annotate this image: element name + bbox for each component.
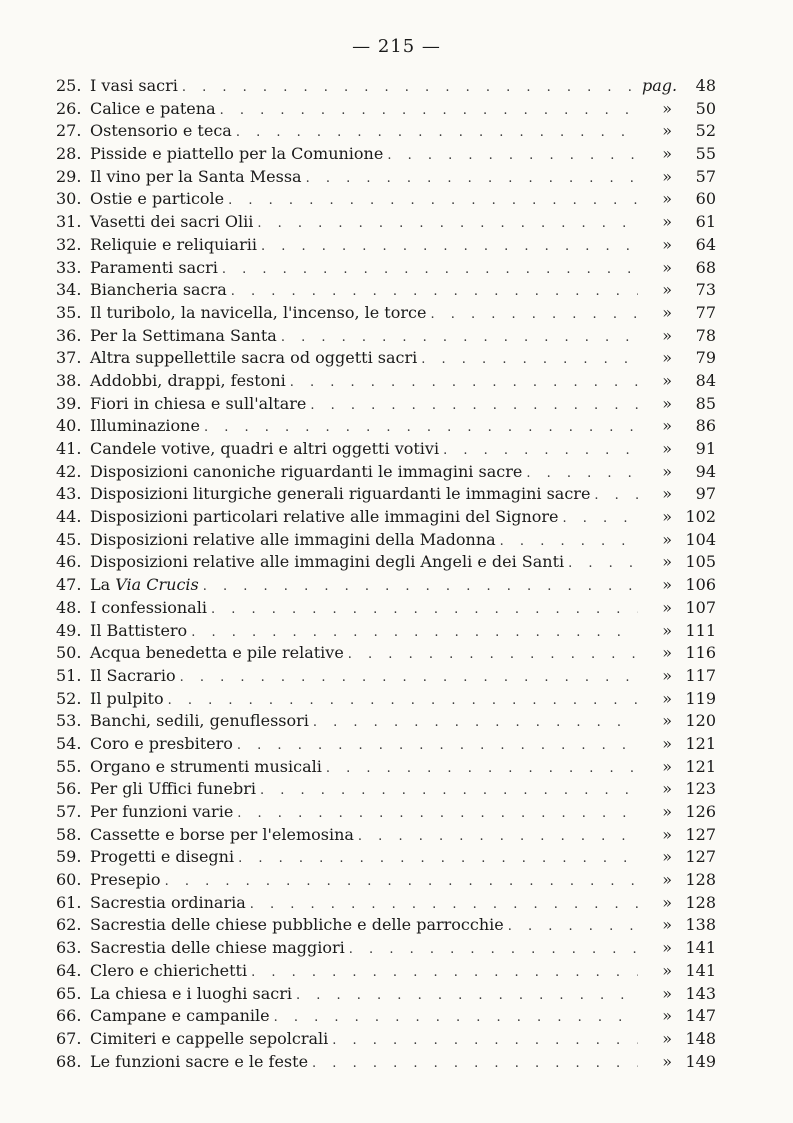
toc-entry <box>56 462 716 485</box>
toc-entry-page-prefix: » <box>662 575 672 595</box>
toc-entry-page-number: 117 <box>685 665 716 685</box>
toc-entry <box>56 76 716 99</box>
toc-entry-title: Fiori in chiesa e sull'altare <box>90 393 307 413</box>
toc-entry-page-prefix: » <box>662 983 672 1003</box>
dot-leader <box>237 806 638 821</box>
toc-entry-page-prefix: » <box>662 166 672 186</box>
toc-entry-number: 58. <box>56 824 82 844</box>
dot-leader <box>182 80 638 95</box>
toc-entry-page-number: 148 <box>685 1028 716 1048</box>
toc-entry-page-number: 126 <box>685 802 716 821</box>
toc-entry-page-number: 60 <box>695 189 716 209</box>
toc-entry <box>56 734 716 757</box>
dot-leader <box>358 829 638 844</box>
toc-entry-number: 50. <box>56 643 82 663</box>
dot-leader <box>387 148 638 163</box>
dot-leader <box>312 1056 638 1071</box>
toc-entry <box>56 711 716 734</box>
toc-entry-title: Acqua benedetta e pile relative <box>90 643 344 663</box>
toc-entry-page-number: 64 <box>695 234 716 254</box>
toc-entry-page-prefix: » <box>662 302 672 322</box>
toc-entry-page-prefix: » <box>662 733 672 753</box>
toc-entry-page-number: 48 <box>695 76 716 95</box>
toc-entry-page-prefix: » <box>662 597 672 617</box>
toc-entry-title: Progetti e disegni <box>90 847 235 867</box>
toc-entry-title: Presepio <box>90 870 161 890</box>
toc-entry-page-prefix: » <box>662 938 672 958</box>
toc-entry <box>56 530 716 553</box>
dot-leader <box>180 670 638 685</box>
toc-entry-number: 54. <box>56 733 82 753</box>
toc-entry-number: 64. <box>56 960 82 980</box>
toc-entry-number: 49. <box>56 620 82 640</box>
toc-entry-page-prefix: » <box>662 711 672 731</box>
dot-leader <box>211 602 638 617</box>
dot-leader <box>526 466 638 481</box>
toc-entry <box>56 575 716 598</box>
toc-entry-page-prefix: » <box>662 439 672 458</box>
toc-entry <box>56 779 716 802</box>
toc-entry-page-number: 68 <box>695 257 716 277</box>
toc-entry-number: 25. <box>56 76 82 95</box>
dot-leader <box>204 420 638 435</box>
dot-leader <box>313 715 638 730</box>
toc-entry-number: 55. <box>56 756 82 776</box>
toc-entry-title: Cimiteri e cappelle sepolcrali <box>90 1028 329 1048</box>
toc-entry-page-prefix: » <box>662 665 672 685</box>
toc-entry <box>56 598 716 621</box>
toc-entry-page-number: 119 <box>685 688 716 708</box>
toc-entry <box>56 802 716 825</box>
toc-entry-page-number: 127 <box>685 847 716 867</box>
toc-entry-number: 28. <box>56 144 82 164</box>
toc-entry-title: Cassette e borse per l'elemosina <box>90 824 354 844</box>
dot-leader <box>430 307 638 322</box>
toc-entry-page-number: 86 <box>695 416 716 436</box>
toc-entry <box>56 938 716 961</box>
toc-entry-title: Pisside e piattello per la Comunione <box>90 144 384 164</box>
dot-leader <box>310 398 638 413</box>
toc-entry-number: 34. <box>56 280 82 300</box>
dot-leader <box>168 693 638 708</box>
toc-entry-number: 67. <box>56 1028 82 1048</box>
toc-entry-number: 63. <box>56 938 82 958</box>
toc-entry-number: 41. <box>56 439 82 458</box>
toc-entry-page-prefix: » <box>662 1006 672 1026</box>
toc-entry <box>56 984 716 1007</box>
toc-entry-title: Sacrestia ordinaria <box>90 892 246 912</box>
toc-entry-number: 66. <box>56 1006 82 1026</box>
dot-leader <box>236 125 638 140</box>
dot-leader <box>191 625 638 640</box>
toc-entry-number: 27. <box>56 121 82 141</box>
toc-entry-page-prefix: » <box>662 507 672 527</box>
toc-entry <box>56 893 716 916</box>
toc-entry-page-prefix: » <box>662 348 672 368</box>
toc-entry-page-number: 55 <box>695 144 716 164</box>
toc-entry-number: 33. <box>56 257 82 277</box>
toc-entry <box>56 416 716 439</box>
table-of-contents <box>56 76 716 1074</box>
toc-entry-page-prefix: » <box>662 280 672 300</box>
dot-leader <box>500 534 638 549</box>
toc-entry-page-prefix: » <box>662 370 672 390</box>
toc-entry-page-number: 52 <box>695 121 716 141</box>
toc-entry-page-prefix: » <box>662 393 672 413</box>
toc-entry-title: Il vino per la Santa Messa <box>90 166 302 186</box>
toc-entry <box>56 121 716 144</box>
dot-leader <box>296 988 638 1003</box>
dot-leader <box>165 874 638 889</box>
dot-leader <box>508 919 638 934</box>
toc-entry <box>56 326 716 349</box>
toc-entry-number: 53. <box>56 711 82 731</box>
dot-leader <box>260 783 638 798</box>
toc-entry <box>56 280 716 303</box>
dot-leader <box>251 965 638 980</box>
toc-entry-number: 47. <box>56 575 82 595</box>
toc-entry-title: I confessionali <box>90 597 207 617</box>
toc-entry-number: 42. <box>56 461 82 481</box>
dot-leader <box>220 103 638 118</box>
toc-entry-page-number: 149 <box>685 1051 716 1071</box>
toc-entry <box>56 484 716 507</box>
toc-entry-page-prefix: » <box>662 461 672 481</box>
toc-entry-title <box>90 575 199 594</box>
toc-entry-page-number: 73 <box>695 280 716 300</box>
toc-entry-page-number: 138 <box>685 915 716 935</box>
toc-entry-page-prefix: » <box>662 620 672 640</box>
toc-entry-page-prefix: » <box>662 189 672 209</box>
dot-leader <box>326 761 638 776</box>
toc-entry-page-prefix: » <box>662 892 672 912</box>
toc-entry-number: 30. <box>56 189 82 209</box>
toc-entry-title: Per gli Uffici funebri <box>90 779 256 799</box>
toc-entry-page-prefix: » <box>662 779 672 799</box>
toc-entry-number: 62. <box>56 915 82 935</box>
toc-entry-page-number: 78 <box>695 325 716 345</box>
toc-entry-number: 68. <box>56 1051 82 1071</box>
toc-entry <box>56 1006 716 1029</box>
toc-entry <box>56 757 716 780</box>
toc-entry-title: Disposizioni canoniche riguardanti le immagini sacre <box>90 461 523 481</box>
toc-entry-page-number: 77 <box>695 302 716 322</box>
dot-leader <box>443 443 638 458</box>
toc-entry-page-prefix: » <box>662 98 672 118</box>
toc-entry-page-prefix: » <box>662 824 672 844</box>
toc-entry <box>56 507 716 530</box>
toc-entry-page-prefix: » <box>662 1051 672 1071</box>
toc-entry-number: 39. <box>56 393 82 413</box>
toc-entry-page-prefix: » <box>662 257 672 277</box>
toc-entry <box>56 552 716 575</box>
toc-entry-title: Disposizioni liturgiche generali riguardanti le immagini sacre <box>90 484 591 504</box>
toc-entry-title: Biancheria sacra <box>90 280 227 300</box>
toc-entry-page-number: 147 <box>685 1006 716 1026</box>
toc-entry <box>56 144 716 167</box>
toc-entry-page-number: 127 <box>685 824 716 844</box>
toc-entry-number: 36. <box>56 325 82 345</box>
toc-entry-page-number: 143 <box>685 983 716 1003</box>
toc-entry <box>56 870 716 893</box>
toc-entry-title: Il Sacrario <box>90 665 176 685</box>
toc-entry-page-number: 79 <box>695 348 716 368</box>
toc-entry-page-number: 84 <box>695 370 716 390</box>
toc-entry-page-number: 104 <box>685 529 716 549</box>
toc-entry-title: Clero e chierichetti <box>90 960 248 980</box>
toc-entry-page-number: 128 <box>685 870 716 890</box>
toc-entry-page-number: 97 <box>695 484 716 504</box>
toc-entry <box>56 167 716 190</box>
dot-leader <box>349 942 638 957</box>
toc-entry-title: Organo e strumenti musicali <box>90 756 322 776</box>
toc-entry <box>56 643 716 666</box>
toc-entry-number: 56. <box>56 779 82 799</box>
toc-entry-page-prefix: » <box>662 643 672 663</box>
toc-entry <box>56 825 716 848</box>
dot-leader <box>222 262 638 277</box>
dot-leader <box>203 579 638 594</box>
toc-entry-number: 48. <box>56 597 82 617</box>
toc-entry-page-prefix: » <box>662 212 672 232</box>
toc-entry-page-number: 105 <box>685 552 716 572</box>
toc-entry-number: 38. <box>56 370 82 390</box>
toc-entry-title: Per funzioni varie <box>90 802 234 821</box>
dot-leader <box>290 375 638 390</box>
toc-entry-title: Disposizioni particolari relative alle immagini del Signore <box>90 507 559 527</box>
dot-leader <box>238 851 638 866</box>
toc-entry-page-prefix: » <box>662 416 672 436</box>
toc-entry-number: 60. <box>56 870 82 890</box>
toc-entry <box>56 189 716 212</box>
dot-leader <box>274 1010 638 1025</box>
toc-entry-title: Sacrestia delle chiese pubbliche e delle parrocchie <box>90 915 504 935</box>
toc-entry <box>56 303 716 326</box>
toc-entry <box>56 348 716 371</box>
toc-entry-title: Il turibolo, la navicella, l'incenso, le torce <box>90 302 427 322</box>
toc-entry-page-prefix: » <box>662 847 672 867</box>
toc-entry-page-prefix: » <box>662 144 672 164</box>
toc-entry-title: Addobbi, drappi, festoni <box>90 370 286 390</box>
dot-leader <box>261 239 638 254</box>
toc-entry-title: Le funzioni sacre e le feste <box>90 1051 309 1071</box>
toc-entry-title: Sacrestia delle chiese maggiori <box>90 938 345 958</box>
dot-leader <box>231 284 638 299</box>
toc-entry <box>56 212 716 235</box>
toc-entry-title: Candele votive, quadri e altri oggetti votivi <box>90 439 440 458</box>
toc-entry <box>56 689 716 712</box>
toc-entry-page-prefix: » <box>662 960 672 980</box>
toc-entry-title: Paramenti sacri <box>90 257 218 277</box>
page-number-header: — 215 — <box>352 36 441 57</box>
toc-entry-number: 29. <box>56 166 82 186</box>
toc-entry-number: 57. <box>56 802 82 821</box>
toc-entry-page-number: 107 <box>685 597 716 617</box>
toc-entry <box>56 961 716 984</box>
toc-entry-page-number: 120 <box>685 711 716 731</box>
toc-entry <box>56 1052 716 1075</box>
toc-entry <box>56 258 716 281</box>
toc-entry-number: 52. <box>56 688 82 708</box>
toc-entry-number: 45. <box>56 529 82 549</box>
toc-entry-title: Campane e campanile <box>90 1006 270 1026</box>
toc-entry-page-number: 141 <box>685 960 716 980</box>
toc-entry-page-number: 106 <box>685 575 716 595</box>
toc-entry-page-number: 61 <box>695 212 716 232</box>
toc-entry-number: 61. <box>56 892 82 912</box>
toc-entry-page-prefix: » <box>662 1028 672 1048</box>
toc-entry-number: 44. <box>56 507 82 527</box>
dot-leader <box>306 171 638 186</box>
toc-entry-title-italic: Via Crucis <box>115 575 199 595</box>
dot-leader <box>594 488 638 503</box>
toc-entry-title: Coro e presbitero <box>90 733 233 753</box>
toc-entry-page-number: 102 <box>685 507 716 527</box>
toc-entry-page-prefix: » <box>662 529 672 549</box>
toc-entry-page-number: 94 <box>695 461 716 481</box>
toc-entry-page-number: 121 <box>685 756 716 776</box>
toc-entry-title: Reliquie e reliquiarii <box>90 234 257 254</box>
toc-entry <box>56 915 716 938</box>
dot-leader <box>563 511 638 526</box>
toc-entry-page-prefix: » <box>662 484 672 504</box>
toc-entry-title-prefix: La <box>90 575 116 595</box>
dot-leader <box>257 216 638 231</box>
toc-entry-number: 35. <box>56 302 82 322</box>
toc-entry <box>56 439 716 462</box>
toc-entry-number: 59. <box>56 847 82 867</box>
toc-entry <box>56 371 716 394</box>
toc-entry-page-number: 141 <box>685 938 716 958</box>
toc-entry-title: Disposizioni relative alle immagini della Madonna <box>90 529 496 549</box>
toc-entry-number: 31. <box>56 212 82 232</box>
toc-entry-page-prefix: » <box>662 756 672 776</box>
toc-entry-number: 43. <box>56 484 82 504</box>
toc-entry-page-prefix: pag. <box>642 76 678 95</box>
toc-entry-title: Il Battistero <box>90 620 188 640</box>
toc-entry-title: Il pulpito <box>90 688 164 708</box>
toc-entry-page-number: 128 <box>685 892 716 912</box>
toc-entry-title: Disposizioni relative alle immagini degli Angeli e dei Santi <box>90 552 565 572</box>
toc-entry-number: 65. <box>56 983 82 1003</box>
toc-entry-title: I vasi sacri <box>90 76 178 95</box>
toc-entry <box>56 394 716 417</box>
toc-entry-page-prefix: » <box>662 802 672 821</box>
toc-entry-number: 26. <box>56 98 82 118</box>
toc-entry-page-number: 91 <box>695 439 716 458</box>
toc-entry-page-prefix: » <box>662 234 672 254</box>
toc-entry-page-prefix: » <box>662 325 672 345</box>
dot-leader <box>250 897 638 912</box>
toc-entry <box>56 235 716 258</box>
toc-entry-number: 37. <box>56 348 82 368</box>
toc-entry-page-number: 116 <box>685 643 716 663</box>
toc-entry-title: Ostensorio e teca <box>90 121 232 141</box>
toc-entry-number: 46. <box>56 552 82 572</box>
toc-entry-page-number: 85 <box>695 393 716 413</box>
dot-leader <box>237 738 638 753</box>
toc-entry <box>56 621 716 644</box>
toc-entry-number: 40. <box>56 416 82 436</box>
toc-entry-page-prefix: » <box>662 915 672 935</box>
toc-entry-page-number: 121 <box>685 733 716 753</box>
toc-entry-page-prefix: » <box>662 121 672 141</box>
toc-entry-title: Illuminazione <box>90 416 200 436</box>
toc-entry-title: Altra suppellettile sacra od oggetti sacri <box>90 348 418 368</box>
dot-leader <box>228 193 638 208</box>
toc-entry-page-number: 111 <box>685 620 716 640</box>
toc-entry-page-prefix: » <box>662 552 672 572</box>
toc-entry <box>56 666 716 689</box>
toc-entry <box>56 847 716 870</box>
toc-entry-title: Banchi, sedili, genuflessori <box>90 711 309 731</box>
toc-entry <box>56 1029 716 1052</box>
toc-entry-title: Per la Settimana Santa <box>90 325 277 345</box>
toc-entry-page-prefix: » <box>662 688 672 708</box>
toc-entry-title: Calice e patena <box>90 98 216 118</box>
dot-leader <box>281 330 638 345</box>
toc-entry-page-number: 57 <box>695 166 716 186</box>
toc-entry-number: 32. <box>56 234 82 254</box>
dot-leader <box>348 647 638 662</box>
dot-leader <box>421 352 638 367</box>
toc-entry-title: La chiesa e i luoghi sacri <box>90 983 292 1003</box>
toc-entry-page-number: 123 <box>685 779 716 799</box>
toc-entry-title: Ostie e particole <box>90 189 225 209</box>
toc-entry-number: 51. <box>56 665 82 685</box>
toc-entry-page-prefix: » <box>662 870 672 890</box>
toc-entry <box>56 99 716 122</box>
dot-leader <box>568 556 638 571</box>
dot-leader <box>332 1033 638 1048</box>
toc-entry-title: Vasetti dei sacri Olii <box>90 212 254 232</box>
toc-entry-page-number: 50 <box>695 98 716 118</box>
